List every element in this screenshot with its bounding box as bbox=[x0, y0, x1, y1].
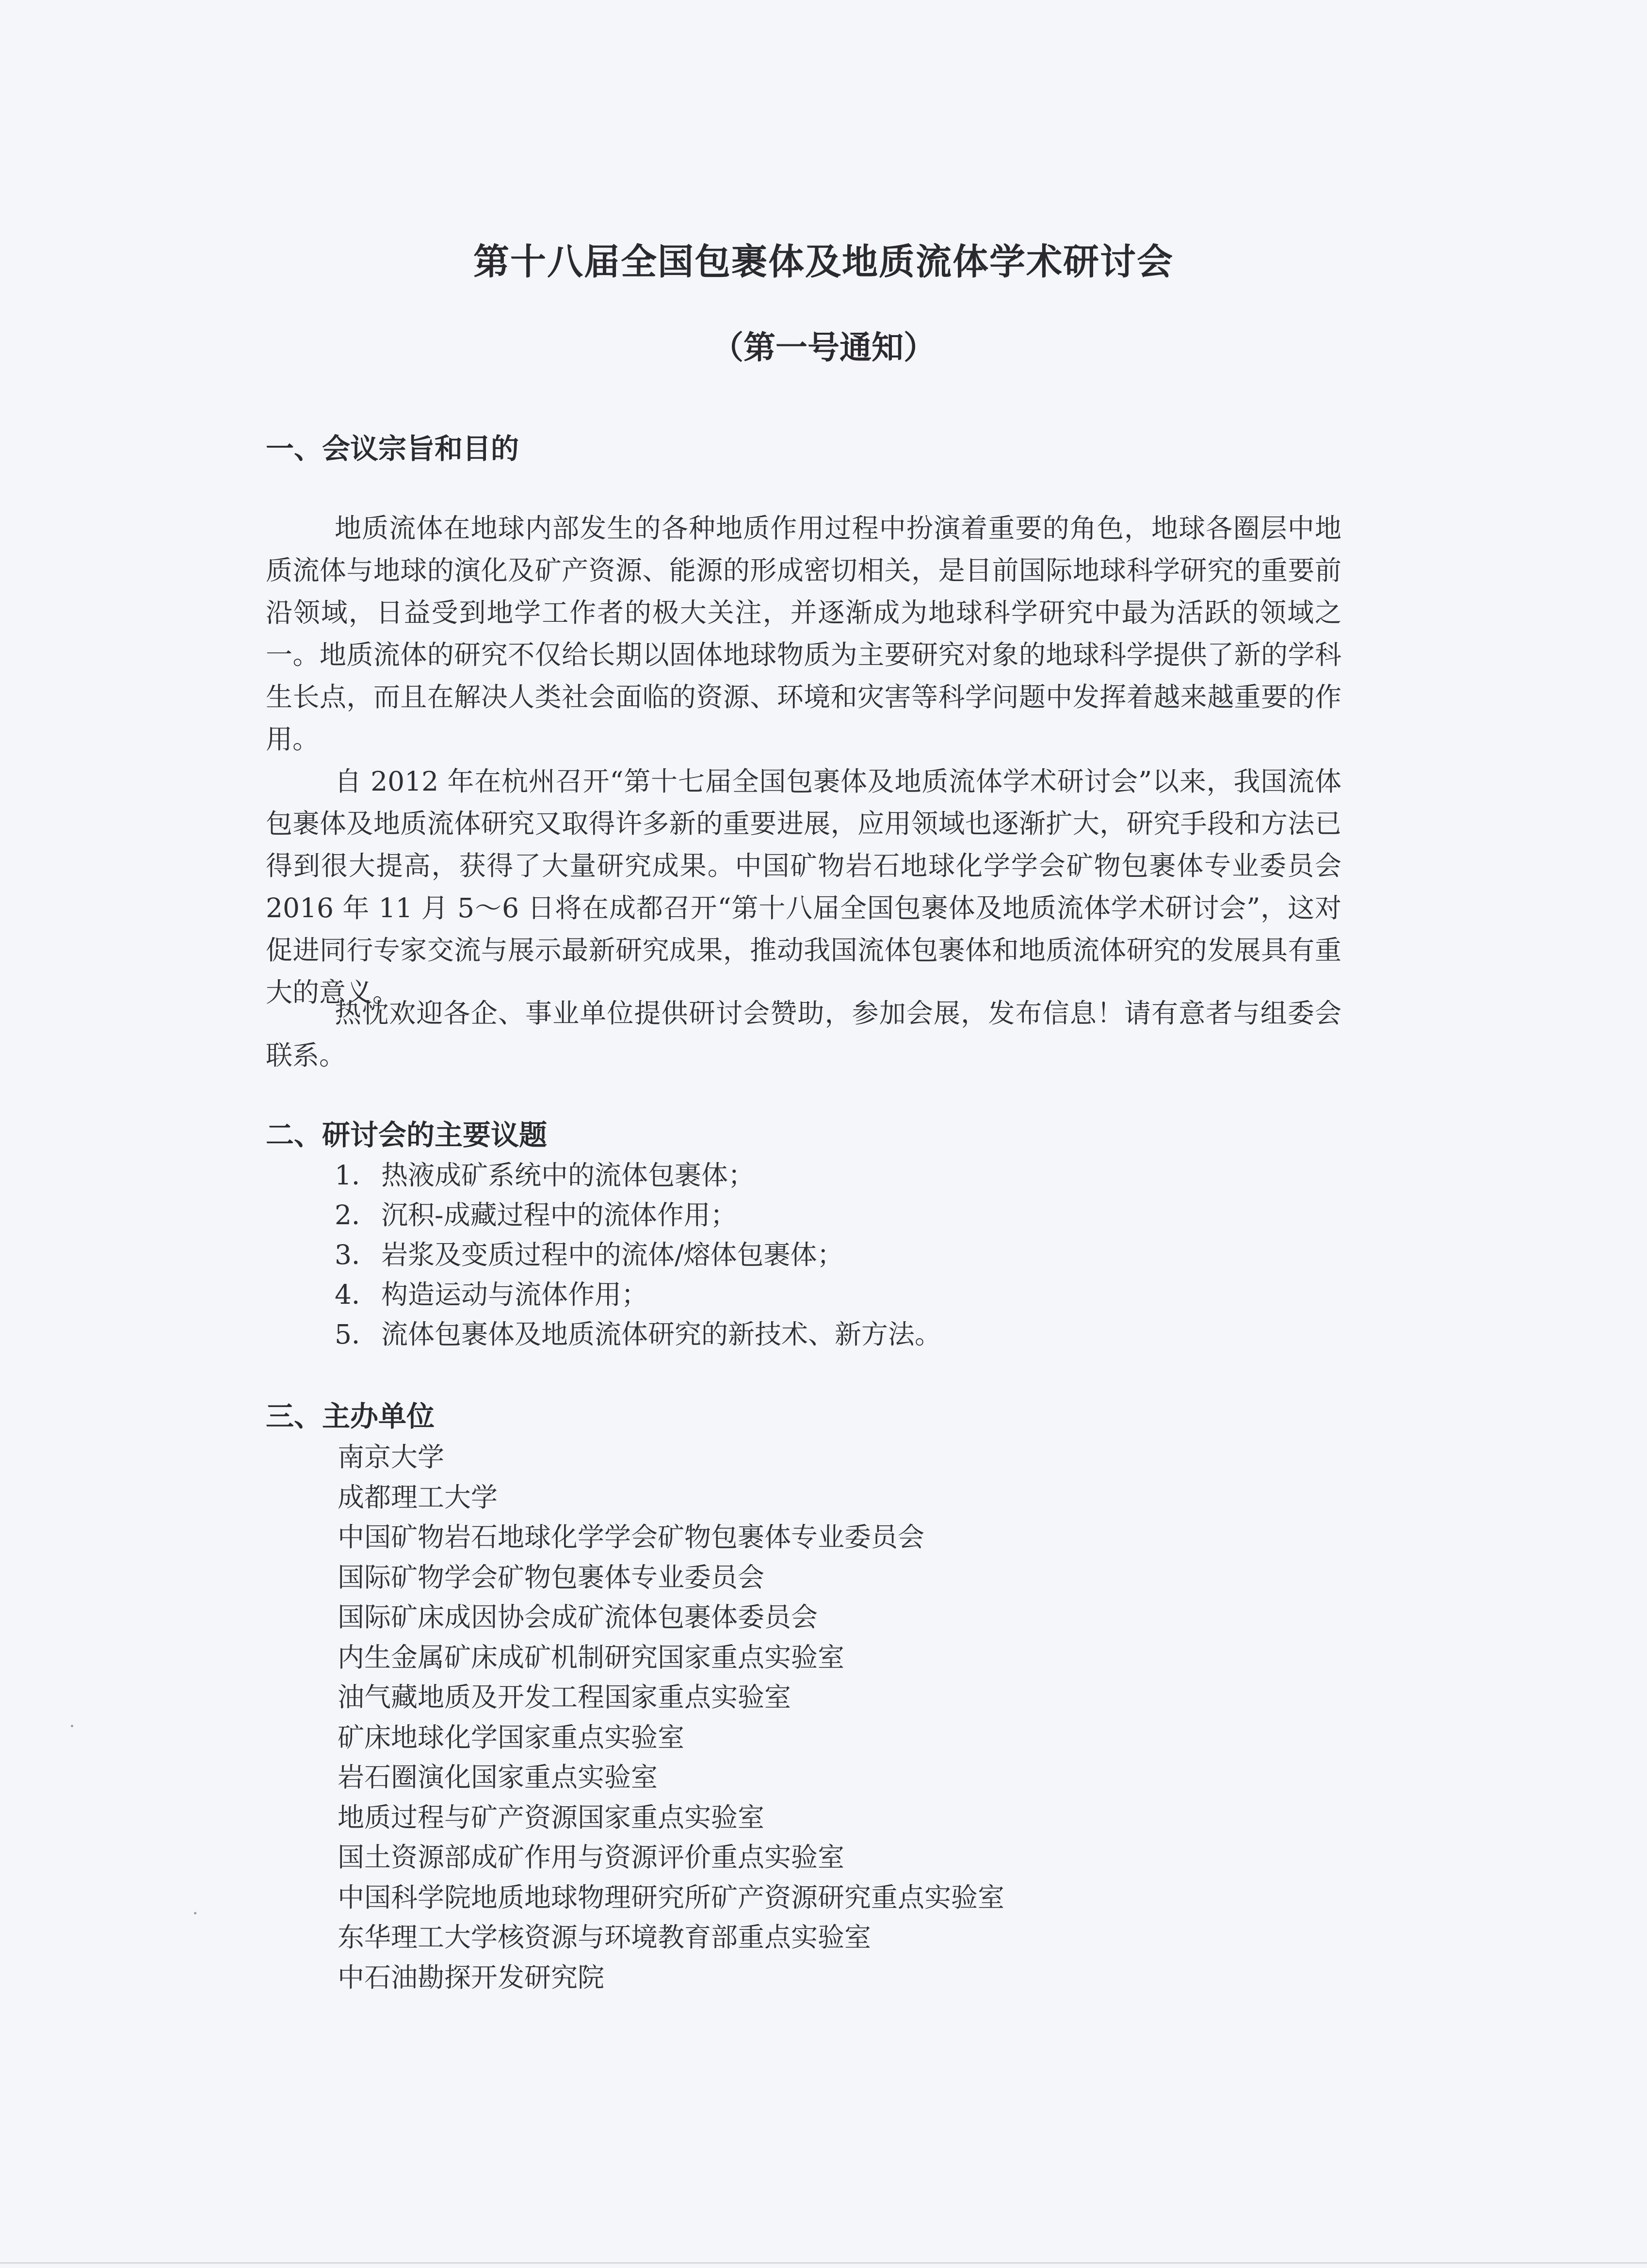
list-item: 成都理工大学 bbox=[338, 1481, 498, 1513]
list-item-text: 热液成矿系统中的流体包裹体； bbox=[381, 1160, 755, 1191]
list-item: 内生金属矿床成矿机制研究国家重点实验室 bbox=[338, 1641, 845, 1673]
list-item bbox=[335, 1195, 941, 1235]
list-item-text: 沉积-成藏过程中的流体作用； bbox=[381, 1199, 737, 1231]
scan-speck bbox=[71, 1725, 73, 1727]
scan-edge bbox=[0, 2262, 1647, 2264]
list-item: 地质过程与矿产资源国家重点实验室 bbox=[338, 1801, 765, 1833]
section-heading-purpose: 一、会议宗旨和目的 bbox=[266, 432, 519, 465]
list-item: 油气藏地质及开发工程国家重点实验室 bbox=[338, 1682, 791, 1713]
list-item bbox=[335, 1235, 941, 1275]
list-item: 国际矿物学会矿物包裹体专业委员会 bbox=[338, 1561, 765, 1593]
section-heading-topics: 二、研讨会的主要议题 bbox=[266, 1118, 548, 1151]
document-title: 第十八届全国包裹体及地质流体学术研讨会 bbox=[473, 241, 1174, 283]
scan-speck bbox=[194, 1912, 196, 1914]
topics-list bbox=[335, 1155, 941, 1354]
list-item-number: 4． bbox=[335, 1279, 378, 1310]
list-item: 中国科学院地质地球物理研究所矿产资源研究重点实验室 bbox=[338, 1881, 1005, 1913]
list-item-text: 岩浆及变质过程中的流体/熔体包裹体； bbox=[381, 1239, 844, 1270]
section-heading-organizers: 三、主办单位 bbox=[266, 1400, 435, 1433]
document-subtitle: （第一号通知） bbox=[711, 329, 936, 366]
list-item: 岩石圈演化国家重点实验室 bbox=[338, 1762, 658, 1793]
list-item: 矿床地球化学国家重点实验室 bbox=[338, 1721, 685, 1753]
list-item bbox=[335, 1155, 941, 1195]
list-item: 中石油勘探开发研究院 bbox=[338, 1961, 605, 1993]
list-item-text: 构造运动与流体作用； bbox=[381, 1279, 648, 1310]
list-item-number: 5． bbox=[335, 1319, 378, 1350]
paragraph-purpose-2: 自 2012 年在杭州召开“第十七届全国包裹体及地质流体学术研讨会”以来，我国流体包裹体及地质流体研究又取得许多新的重要进展，应用领域也逐渐扩大，研究手段和方法已得到很大提高，获得了大量研究成果。中国矿物岩石地球化学学会矿物包裹体专业委员会 2016 年 11 月 5～6 日将在成都召开“第十八届全国包裹体及地质流体学术研讨会”，这对促进同行专家交流与展示最新研究成果，推动我国流体包裹体和地质流体研究的发展具有重大的意义。 bbox=[266, 766, 1341, 1008]
organizers-list bbox=[338, 1437, 1004, 1997]
list-item bbox=[335, 1314, 941, 1354]
list-item: 国土资源部成矿作用与资源评价重点实验室 bbox=[338, 1842, 845, 1873]
list-item-number: 1． bbox=[335, 1160, 378, 1191]
list-item bbox=[335, 1275, 941, 1314]
paragraph-purpose-3: 热忱欢迎各企、事业单位提供研讨会赞助，参加会展，发布信息！请有意者与组委会联系。 bbox=[266, 998, 1341, 1071]
list-item-text: 流体包裹体及地质流体研究的新技术、新方法。 bbox=[381, 1319, 942, 1350]
list-item: 南京大学 bbox=[338, 1442, 445, 1473]
list-item-number: 3． bbox=[335, 1239, 378, 1270]
list-item: 东华理工大学核资源与环境教育部重点实验室 bbox=[338, 1922, 872, 1953]
paragraph-purpose-1: 地质流体在地球内部发生的各种地质作用过程中扮演着重要的角色，地球各圈层中地质流体与地球的演化及矿产资源、能源的形成密切相关，是目前国际地球科学研究的重要前沿领域，日益受到地学工作者的极大关注，并逐渐成为地球科学研究中最为活跃的领域之一。地质流体的研究不仅给长期以固体地球物质为主要研究对象的地球科学提供了新的学科生长点，而且在解决人类社会面临的资源、环境和灾害等科学问题中发挥着越来越重要的作用。 bbox=[266, 513, 1341, 755]
list-item-number: 2． bbox=[335, 1199, 378, 1231]
list-item: 国际矿床成因协会成矿流体包裹体委员会 bbox=[338, 1602, 818, 1633]
list-item: 中国矿物岩石地球化学学会矿物包裹体专业委员会 bbox=[338, 1522, 925, 1553]
